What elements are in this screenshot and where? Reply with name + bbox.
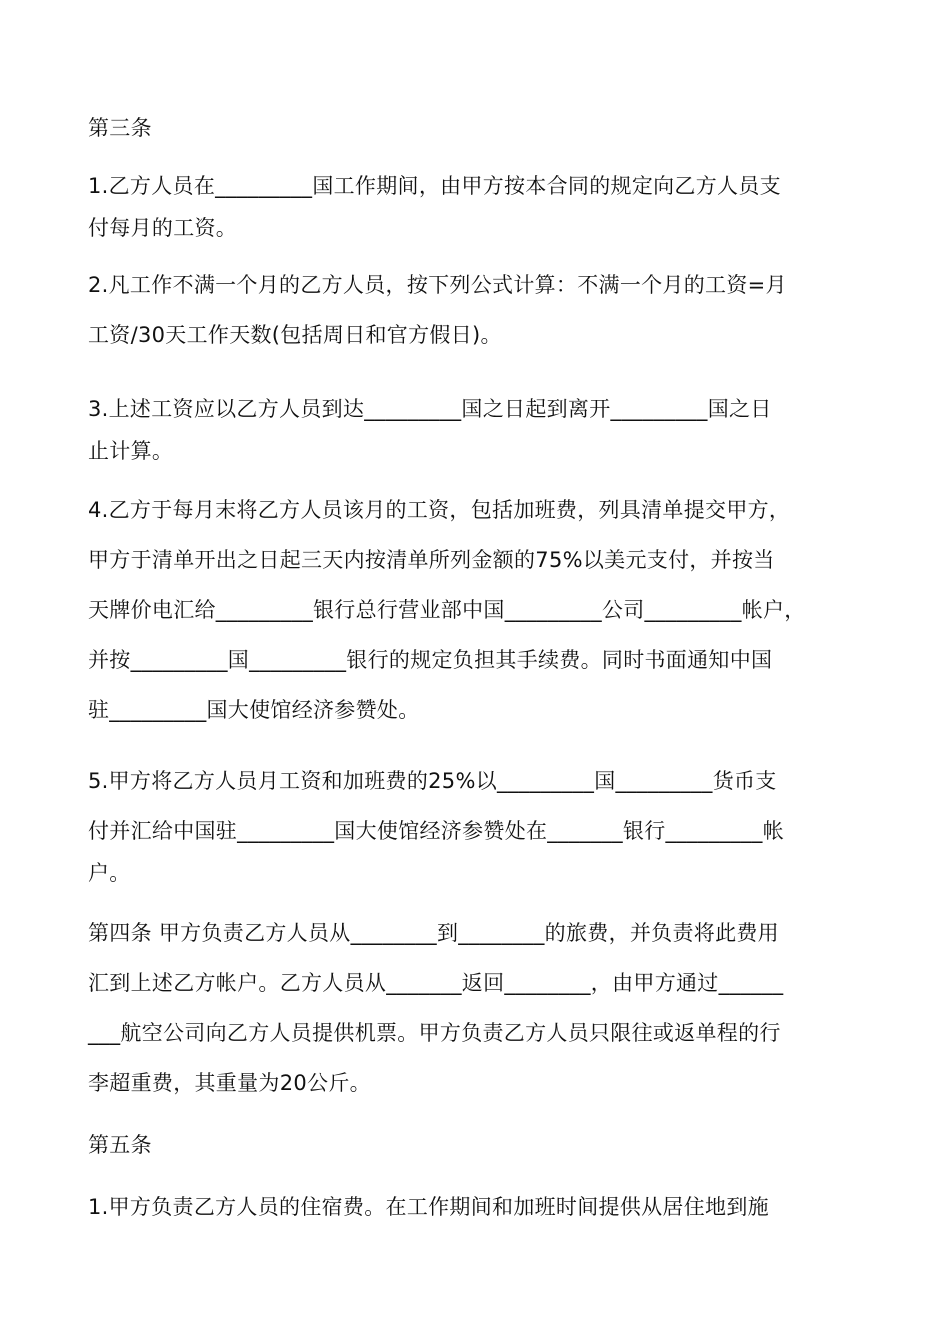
- section-3-paragraph-3: [88, 388, 868, 472]
- section-5-title: [88, 1120, 868, 1170]
- text-line: 第五条: [88, 1133, 152, 1157]
- text-line: 3.上述工资应以乙方人员到达_________国之日起到离开_________国之日: [88, 397, 772, 421]
- section-3-title: [88, 103, 868, 153]
- text-line: 李超重费，其重量为20公斤。: [88, 1071, 371, 1095]
- section-5-paragraph-1: [88, 1182, 868, 1232]
- text-line: 止计算。: [88, 439, 174, 463]
- text-line: 付并汇给中国驻_________国大使馆经济参赞处在_______银行_________帐: [88, 819, 784, 843]
- text-line: 汇到上述乙方帐户。乙方人员从_______返回________，由甲方通过______: [88, 971, 784, 995]
- section-3-paragraph-2: [88, 260, 868, 360]
- text-line: 驻_________国大使馆经济参赞处。: [88, 698, 420, 722]
- section-3-paragraph-5: [88, 760, 868, 894]
- section-4-paragraph: [88, 908, 868, 1108]
- section-3-paragraph-1: [88, 165, 868, 249]
- text-line: 1.乙方人员在_________国工作期间，由甲方按本合同的规定向乙方人员支: [88, 174, 781, 198]
- text-line: 天牌价电汇给_________银行总行营业部中国_________公司_________帐户，: [88, 598, 806, 622]
- text-line: 4.乙方于每月末将乙方人员该月的工资，包括加班费，列具清单提交甲方，: [88, 498, 791, 522]
- text-line: 5.甲方将乙方人员月工资和加班费的25%以_________国_________货币支: [88, 769, 777, 793]
- text-line: 1.甲方负责乙方人员的住宿费。在工作期间和加班时间提供从居住地到施: [88, 1195, 769, 1219]
- text-line: 工资/30天工作天数(包括周日和官方假日)。: [88, 323, 502, 347]
- text-line: 2.凡工作不满一个月的乙方人员，按下列公式计算：不满一个月的工资=月: [88, 273, 787, 297]
- text-line: ___航空公司向乙方人员提供机票。甲方负责乙方人员只限往或返单程的行: [88, 1021, 781, 1045]
- text-line: 第四条 甲方负责乙方人员从________到________的旅费，并负责将此费用: [88, 921, 779, 945]
- text-line: 户。: [88, 861, 131, 885]
- text-line: 并按_________国_________银行的规定负担其手续费。同时书面通知中国: [88, 648, 773, 672]
- text-line: 第三条: [88, 116, 152, 140]
- text-line: 付每月的工资。: [88, 216, 238, 240]
- section-3-paragraph-4: [88, 485, 868, 735]
- text-line: 甲方于清单开出之日起三天内按清单所列金额的75%以美元支付，并按当: [88, 548, 775, 572]
